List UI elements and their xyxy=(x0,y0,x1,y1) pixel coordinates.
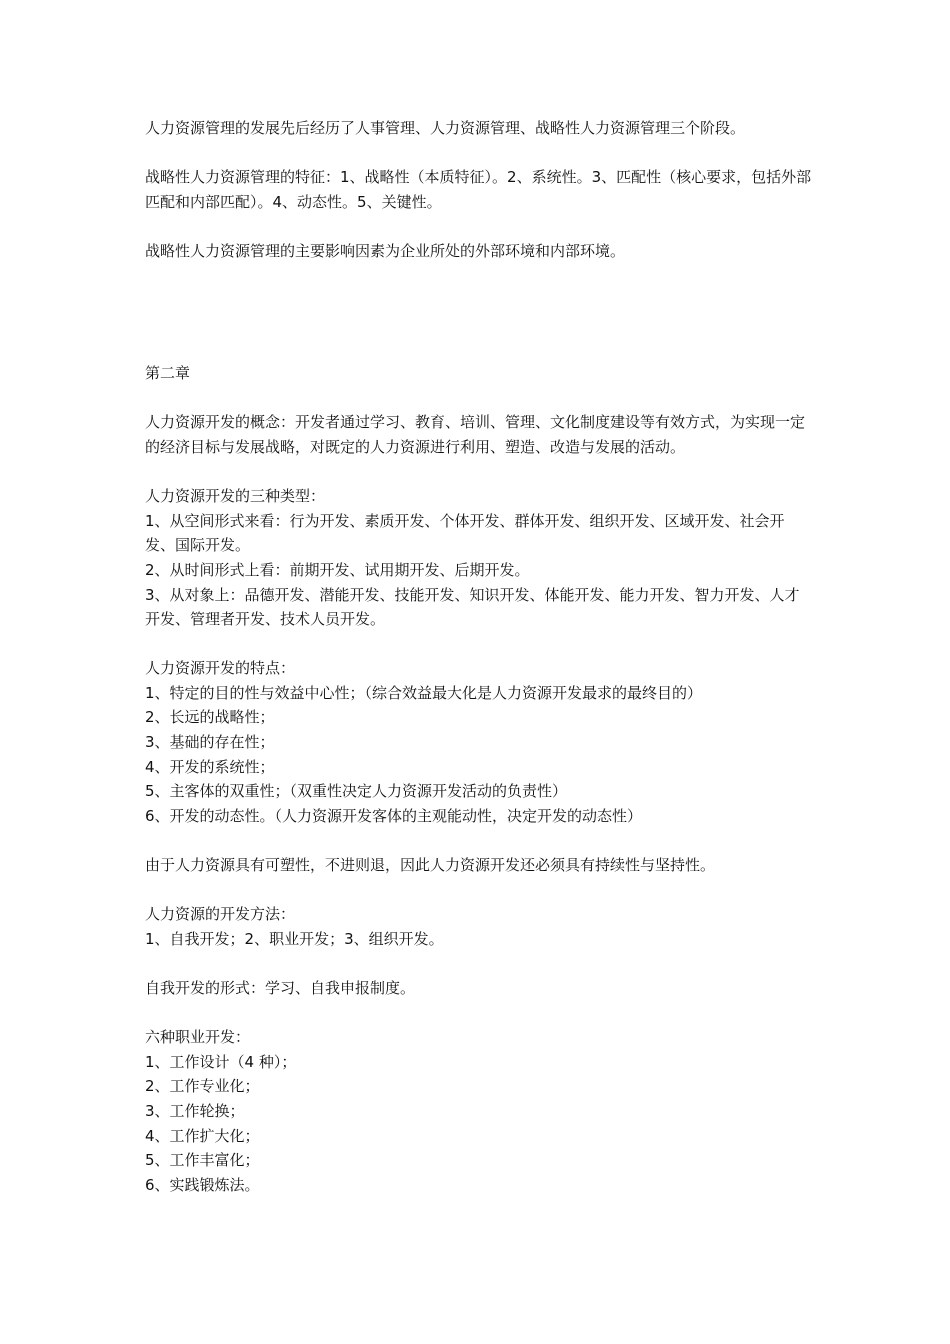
section-spacer xyxy=(145,288,813,361)
list-hrd-features xyxy=(145,656,813,828)
list-hrd-methods xyxy=(145,902,813,951)
list-item: 6、实践锻炼法。 xyxy=(145,1175,260,1194)
list-heading: 人力资源开发的特点： xyxy=(145,659,296,678)
list-item: 3、工作轮换； xyxy=(145,1101,245,1120)
paragraph-hrm-stages: 人力资源管理的发展先后经历了人事管理、人力资源管理、战略性人力资源管理三个阶段。 xyxy=(145,119,746,137)
list-item: 1、特定的目的性与效益中心性；（综合效益最大化是人力资源开发最求的最终目的） xyxy=(145,683,703,702)
list-item: 2、从时间形式上看：前期开发、试用期开发、后期开发。 xyxy=(145,560,530,579)
list-item: 2、长远的战略性； xyxy=(145,708,275,727)
list-heading: 人力资源开发的三种类型： xyxy=(145,487,326,506)
list-heading: 人力资源的开发方法： xyxy=(145,905,296,924)
list-item: 3、从对象上：品德开发、潜能开发、技能开发、知识开发、体能开发、能力开发、智力开发、人才开发、管理者开发、技术人员开发。 xyxy=(145,585,800,629)
paragraph-shrm-factors: 战略性人力资源管理的主要影响因素为企业所处的外部环境和内部环境。 xyxy=(145,241,626,260)
paragraph-self-development: 自我开发的形式：学习、自我申报制度。 xyxy=(145,979,416,997)
list-item: 1、自我开发；2、职业开发；3、组织开发。 xyxy=(145,929,444,948)
paragraph-shrm-features: 战略性人力资源管理的特征：1、战略性（本质特征）。2、系统性。3、匹配性（核心要求，包括外部匹配和内部匹配）。4、动态性。5、关键性。 xyxy=(145,168,812,211)
list-item: 3、基础的存在性； xyxy=(145,733,275,752)
list-item: 5、工作丰富化； xyxy=(145,1151,260,1170)
list-item: 6、开发的动态性。（人力资源开发客体的主观能动性，决定开发的动态性） xyxy=(145,806,643,825)
list-item: 1、工作设计（4 种）； xyxy=(145,1052,297,1071)
chapter-title: 第二章 xyxy=(145,364,191,383)
list-item: 4、工作扩大化； xyxy=(145,1126,260,1145)
paragraph-hrd-concept: 人力资源开发的概念：开发者通过学习、教育、培训、管理、文化制度建设等有效方式，为实现一定的经济目标与发展战略，对既定的人力资源进行利用、塑造、改造与发展的活动。 xyxy=(145,413,806,456)
list-heading: 六种职业开发： xyxy=(145,1028,251,1047)
list-item: 4、开发的系统性； xyxy=(145,757,275,776)
paragraph-plasticity: 由于人力资源具有可塑性，不进则退，因此人力资源开发还必须具有持续性与坚持性。 xyxy=(145,856,716,875)
list-item: 2、工作专业化； xyxy=(145,1077,260,1096)
document-page xyxy=(145,116,813,1222)
list-item: 1、从空间形式来看：行为开发、素质开发、个体开发、群体开发、组织开发、区域开发、社会开发、国际开发。 xyxy=(145,511,785,555)
list-hrd-types xyxy=(145,484,813,632)
list-career-development xyxy=(145,1025,813,1197)
list-item: 5、主客体的双重性；（双重性决定人力资源开发活动的负责性） xyxy=(145,782,568,801)
